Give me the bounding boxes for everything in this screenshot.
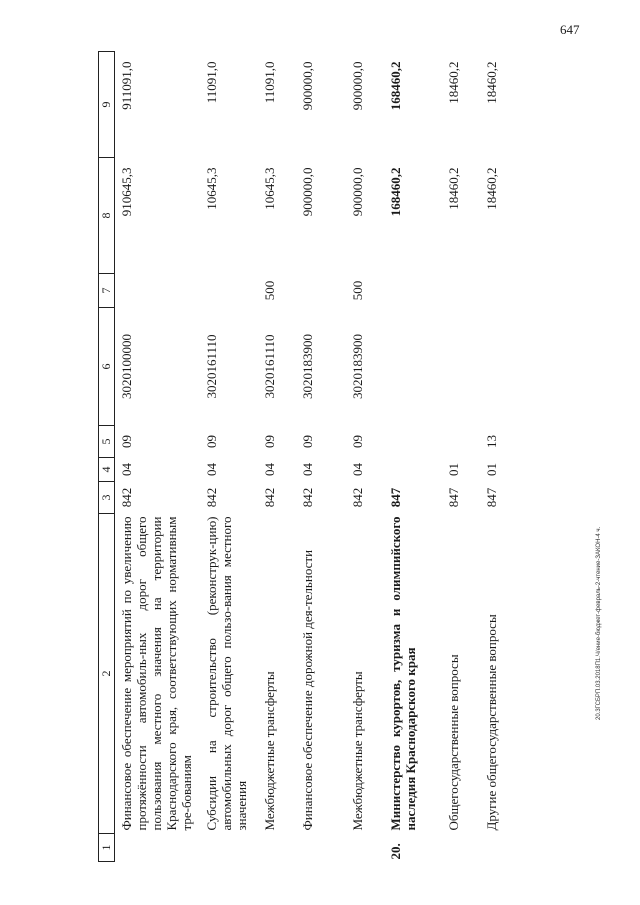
header-col-9: 9 bbox=[99, 52, 115, 158]
col-expense-type bbox=[294, 274, 344, 308]
col-target-article: 3020100000 bbox=[119, 334, 134, 399]
col-subsection: 09 bbox=[204, 435, 219, 448]
col-target-article: 3020161110 bbox=[262, 334, 277, 399]
col-amount-1: 10645,3 bbox=[262, 167, 277, 210]
col-expense-type bbox=[115, 274, 199, 308]
table-row bbox=[294, 52, 344, 862]
col-subsection: 09 bbox=[300, 435, 315, 448]
col-amount-2: 900000,0 bbox=[300, 61, 315, 111]
col-ministry-code: 847 bbox=[388, 487, 403, 508]
row-name: Межбюджетные трансферты bbox=[350, 671, 365, 831]
row-number bbox=[440, 834, 478, 862]
header-col-2: 2 bbox=[99, 514, 115, 834]
col-amount-2: 11091,0 bbox=[262, 61, 277, 104]
table-row bbox=[115, 52, 199, 862]
col-expense-type bbox=[382, 274, 440, 308]
col-ministry-code: 842 bbox=[204, 487, 219, 508]
table-row bbox=[256, 52, 294, 862]
col-target-article: 3020183900 bbox=[350, 334, 365, 399]
col-amount-1: 168460,2 bbox=[388, 167, 403, 217]
budget-table bbox=[98, 51, 516, 862]
table-row bbox=[382, 52, 440, 862]
col-amount-2: 18460,2 bbox=[446, 61, 461, 104]
col-section: 04 bbox=[262, 463, 277, 476]
col-amount-2: 18460,2 bbox=[484, 61, 499, 104]
col-target-article bbox=[440, 308, 478, 426]
col-amount-1: 910645,3 bbox=[119, 167, 134, 217]
col-ministry-code: 847 bbox=[484, 487, 499, 508]
row-name: Общегосударственные вопросы bbox=[446, 654, 461, 831]
col-subsection: 09 bbox=[350, 435, 365, 448]
col-amount-1: 900000,0 bbox=[300, 167, 315, 217]
table-row bbox=[344, 52, 382, 862]
col-subsection: 09 bbox=[119, 435, 134, 448]
col-expense-type: 500 bbox=[262, 280, 277, 301]
header-col-7: 7 bbox=[99, 274, 115, 308]
col-subsection bbox=[382, 426, 440, 458]
col-expense-type bbox=[440, 274, 478, 308]
header-col-3: 3 bbox=[99, 482, 115, 514]
col-target-article bbox=[382, 308, 440, 426]
col-amount-1: 10645,3 bbox=[204, 167, 219, 210]
col-section: 01 bbox=[484, 463, 499, 476]
col-section: 01 bbox=[446, 463, 461, 476]
col-expense-type bbox=[198, 274, 256, 308]
col-section: 04 bbox=[350, 463, 365, 476]
col-subsection: 09 bbox=[262, 435, 277, 448]
col-target-article: 3020183900 bbox=[300, 334, 315, 399]
row-number bbox=[344, 834, 382, 862]
col-amount-2: 168460,2 bbox=[388, 61, 403, 111]
col-ministry-code: 847 bbox=[446, 487, 461, 508]
col-section: 04 bbox=[300, 463, 315, 476]
header-col-8: 8 bbox=[99, 158, 115, 274]
row-number bbox=[198, 834, 256, 862]
row-name: Финансовое обеспечение дорожной дея-тельности bbox=[300, 549, 315, 831]
col-amount-1: 18460,2 bbox=[446, 167, 461, 210]
col-subsection: 13 bbox=[484, 435, 499, 448]
row-name: Субсидии на строительство (реконструк-цию) автомобильных дорог общего пользо-вания местного значения bbox=[204, 516, 249, 831]
table-row bbox=[440, 52, 478, 862]
header-col-6: 6 bbox=[99, 308, 115, 426]
col-section: 04 bbox=[119, 463, 134, 476]
col-subsection bbox=[440, 426, 478, 458]
col-section bbox=[382, 458, 440, 482]
row-name: Министерство курортов, туризма и олимпийского наследия Краснодарского края bbox=[388, 516, 418, 831]
table-row bbox=[198, 52, 256, 862]
row-number: 20. bbox=[388, 843, 403, 860]
table-row bbox=[478, 52, 516, 862]
col-expense-type bbox=[478, 274, 516, 308]
col-target-article: 3020161110 bbox=[204, 334, 219, 399]
col-ministry-code: 842 bbox=[262, 487, 277, 508]
col-ministry-code: 842 bbox=[300, 487, 315, 508]
row-number bbox=[294, 834, 344, 862]
header-row bbox=[99, 52, 115, 862]
col-amount-2: 900000,0 bbox=[350, 61, 365, 111]
row-number bbox=[478, 834, 516, 862]
header-col-1: 1 bbox=[99, 834, 115, 862]
col-section: 04 bbox=[204, 463, 219, 476]
col-amount-2: 11091,0 bbox=[204, 61, 219, 104]
col-amount-1: 18460,2 bbox=[484, 167, 499, 210]
page-number: 647 bbox=[560, 22, 580, 37]
row-name: Межбюджетные трансферты bbox=[262, 671, 277, 831]
row-name: Финансовое обеспечение мероприятий по увеличению протяжённости автомобиль-ных дорог общего пользования местного значения на территории Краснодарского края, соответствующих нормативным тре-бованиям bbox=[119, 516, 194, 831]
col-target-article bbox=[478, 308, 516, 426]
footer-stamp: 20.3ГСБРП.03.2018П1.Ч/ение-бюджет-февраль-2-чтение-ЗАКОН-4 ч. bbox=[596, 526, 602, 720]
row-number bbox=[115, 834, 199, 862]
col-expense-type: 500 bbox=[350, 280, 365, 301]
header-col-4: 4 bbox=[99, 458, 115, 482]
row-number bbox=[256, 834, 294, 862]
rotated-table-container bbox=[98, 52, 558, 862]
row-name: Другие общегосударственные вопросы bbox=[484, 614, 499, 831]
col-ministry-code: 842 bbox=[119, 487, 134, 508]
col-amount-1: 900000,0 bbox=[350, 167, 365, 217]
col-ministry-code: 842 bbox=[350, 487, 365, 508]
col-amount-2: 911091,0 bbox=[119, 61, 134, 110]
header-col-5: 5 bbox=[99, 426, 115, 458]
